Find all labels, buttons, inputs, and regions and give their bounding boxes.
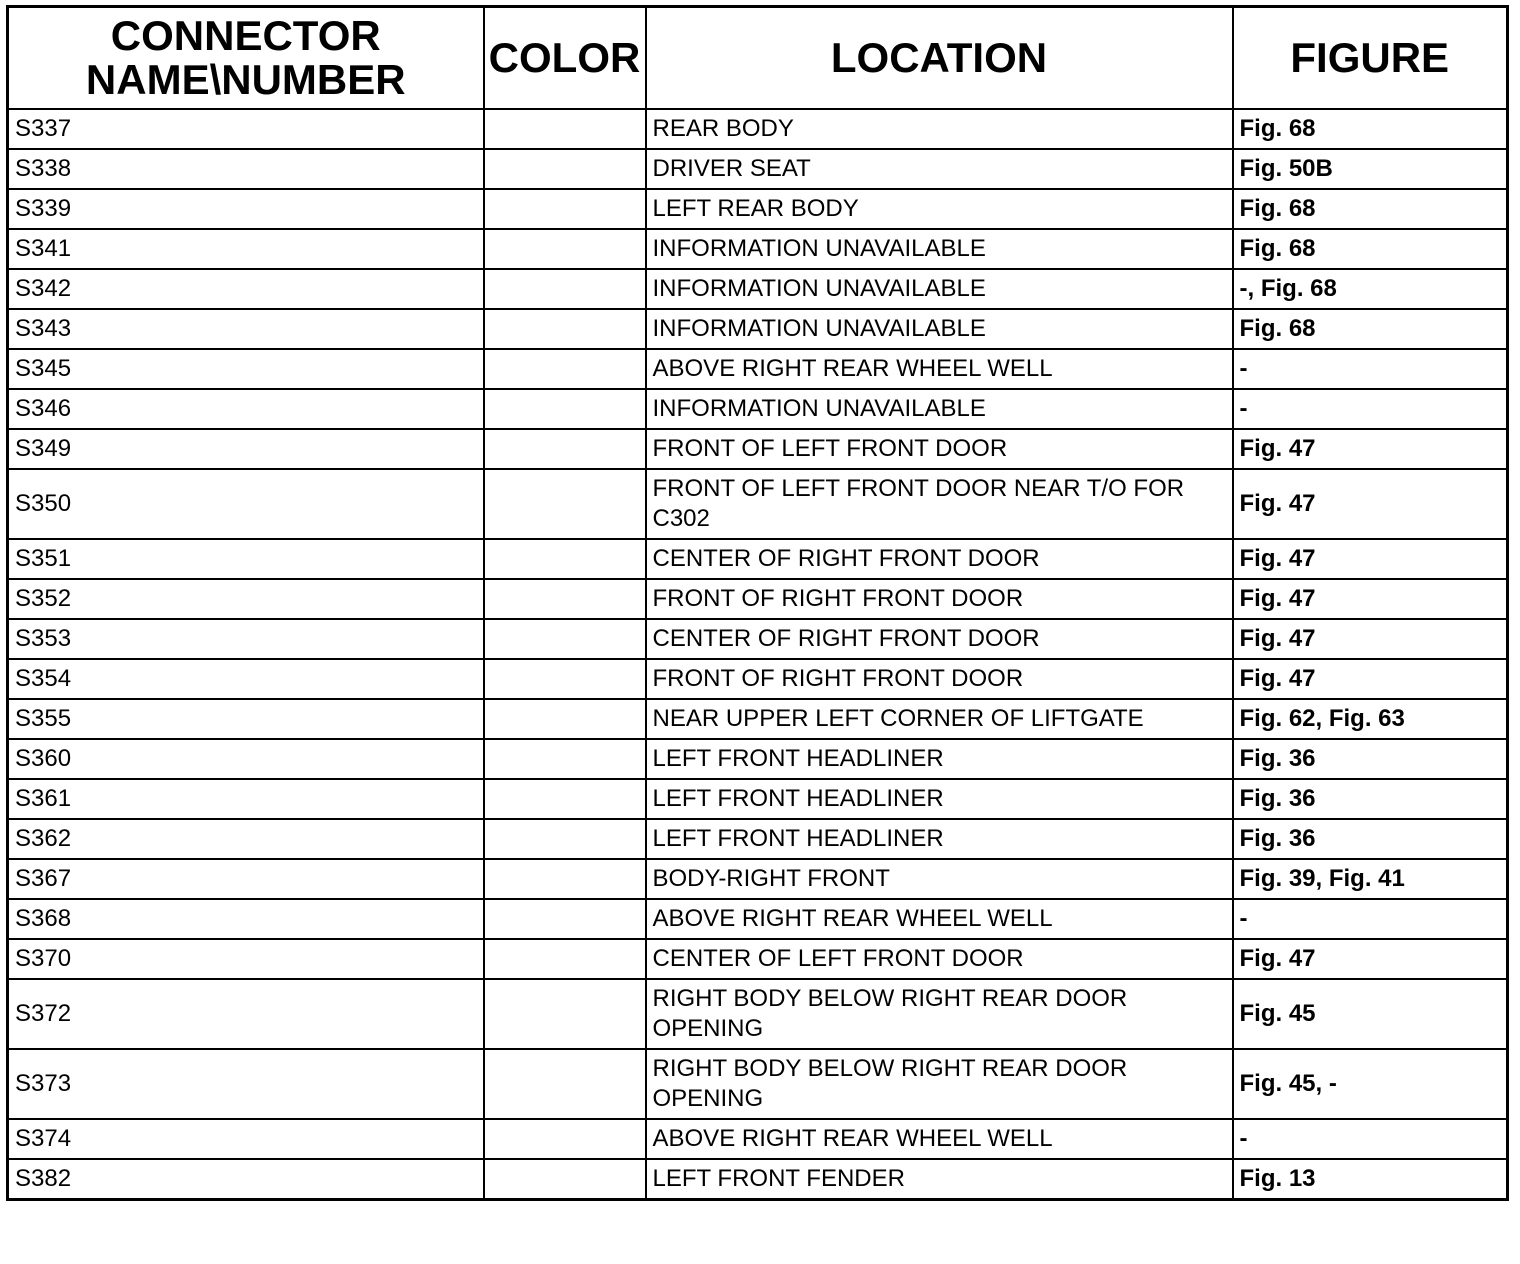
connector-cell: S349 (8, 429, 484, 469)
figure-cell: Fig. 36 (1233, 779, 1508, 819)
figure-cell: Fig. 47 (1233, 619, 1508, 659)
location-cell: LEFT FRONT HEADLINER (646, 819, 1233, 859)
header-color: COLOR (484, 7, 646, 110)
connector-cell: S362 (8, 819, 484, 859)
color-cell (484, 469, 646, 539)
color-cell (484, 819, 646, 859)
connector-cell: S354 (8, 659, 484, 699)
header-location: LOCATION (646, 7, 1233, 110)
location-cell: LEFT REAR BODY (646, 189, 1233, 229)
table-row (8, 109, 1508, 149)
color-cell (484, 579, 646, 619)
figure-cell: Fig. 62, Fig. 63 (1233, 699, 1508, 739)
table-row (8, 939, 1508, 979)
location-cell: BODY-RIGHT FRONT (646, 859, 1233, 899)
color-cell (484, 189, 646, 229)
location-cell: INFORMATION UNAVAILABLE (646, 229, 1233, 269)
table-row (8, 149, 1508, 189)
location-cell: FRONT OF RIGHT FRONT DOOR (646, 659, 1233, 699)
figure-cell: - (1233, 389, 1508, 429)
location-cell: ABOVE RIGHT REAR WHEEL WELL (646, 899, 1233, 939)
location-cell: CENTER OF RIGHT FRONT DOOR (646, 619, 1233, 659)
connector-cell: S361 (8, 779, 484, 819)
figure-cell: - (1233, 899, 1508, 939)
figure-cell: Fig. 47 (1233, 659, 1508, 699)
table-row (8, 469, 1508, 539)
location-cell: RIGHT BODY BELOW RIGHT REAR DOOR OPENING (646, 1049, 1233, 1119)
table-row (8, 1049, 1508, 1119)
table-row (8, 899, 1508, 939)
connector-location-table (6, 5, 1509, 1201)
location-cell: RIGHT BODY BELOW RIGHT REAR DOOR OPENING (646, 979, 1233, 1049)
header-connector (8, 7, 484, 110)
figure-cell: -, Fig. 68 (1233, 269, 1508, 309)
color-cell (484, 699, 646, 739)
color-cell (484, 269, 646, 309)
color-cell (484, 899, 646, 939)
table-row (8, 699, 1508, 739)
table-row (8, 579, 1508, 619)
figure-cell: Fig. 50B (1233, 149, 1508, 189)
location-cell: INFORMATION UNAVAILABLE (646, 389, 1233, 429)
color-cell (484, 739, 646, 779)
connector-cell: S346 (8, 389, 484, 429)
color-cell (484, 1119, 646, 1159)
connector-cell: S374 (8, 1119, 484, 1159)
table-row (8, 859, 1508, 899)
figure-cell: Fig. 39, Fig. 41 (1233, 859, 1508, 899)
color-cell (484, 939, 646, 979)
table-row (8, 739, 1508, 779)
color-cell (484, 429, 646, 469)
connector-cell: S337 (8, 109, 484, 149)
table-row (8, 1119, 1508, 1159)
location-cell: FRONT OF RIGHT FRONT DOOR (646, 579, 1233, 619)
table-row (8, 229, 1508, 269)
connector-cell: S370 (8, 939, 484, 979)
connector-cell: S367 (8, 859, 484, 899)
table-row (8, 819, 1508, 859)
table-row (8, 389, 1508, 429)
connector-cell: S372 (8, 979, 484, 1049)
header-row (8, 7, 1508, 110)
connector-cell: S350 (8, 469, 484, 539)
table-header (8, 7, 1508, 110)
location-cell: INFORMATION UNAVAILABLE (646, 309, 1233, 349)
color-cell (484, 859, 646, 899)
header-connector-line1: CONNECTOR (110, 12, 381, 59)
table-row (8, 539, 1508, 579)
location-cell: REAR BODY (646, 109, 1233, 149)
color-cell (484, 619, 646, 659)
color-cell (484, 539, 646, 579)
color-cell (484, 229, 646, 269)
table-row (8, 309, 1508, 349)
color-cell (484, 1049, 646, 1119)
color-cell (484, 779, 646, 819)
location-cell: DRIVER SEAT (646, 149, 1233, 189)
table-row (8, 979, 1508, 1049)
figure-cell: Fig. 68 (1233, 109, 1508, 149)
table-row (8, 659, 1508, 699)
table-row (8, 189, 1508, 229)
table-row (8, 1159, 1508, 1200)
table-row (8, 779, 1508, 819)
connector-cell: S355 (8, 699, 484, 739)
color-cell (484, 109, 646, 149)
location-cell: ABOVE RIGHT REAR WHEEL WELL (646, 349, 1233, 389)
figure-cell: Fig. 47 (1233, 469, 1508, 539)
connector-cell: S338 (8, 149, 484, 189)
location-cell: LEFT FRONT HEADLINER (646, 779, 1233, 819)
connector-cell: S341 (8, 229, 484, 269)
connector-cell: S343 (8, 309, 484, 349)
figure-cell: Fig. 36 (1233, 739, 1508, 779)
connector-cell: S382 (8, 1159, 484, 1200)
table-row (8, 269, 1508, 309)
figure-cell: - (1233, 349, 1508, 389)
location-cell: NEAR UPPER LEFT CORNER OF LIFTGATE (646, 699, 1233, 739)
connector-cell: S351 (8, 539, 484, 579)
color-cell (484, 349, 646, 389)
location-cell: FRONT OF LEFT FRONT DOOR (646, 429, 1233, 469)
connector-cell: S339 (8, 189, 484, 229)
connector-cell: S345 (8, 349, 484, 389)
connector-cell: S352 (8, 579, 484, 619)
figure-cell: Fig. 68 (1233, 309, 1508, 349)
figure-cell: Fig. 47 (1233, 939, 1508, 979)
figure-cell: Fig. 47 (1233, 539, 1508, 579)
color-cell (484, 389, 646, 429)
figure-cell: Fig. 45 (1233, 979, 1508, 1049)
table-body (8, 109, 1508, 1200)
figure-cell: Fig. 68 (1233, 229, 1508, 269)
color-cell (484, 659, 646, 699)
header-connector-line2: NAME\NUMBER (85, 56, 406, 103)
figure-cell: - (1233, 1119, 1508, 1159)
figure-cell: Fig. 68 (1233, 189, 1508, 229)
location-cell: FRONT OF LEFT FRONT DOOR NEAR T/O FOR C302 (646, 469, 1233, 539)
connector-cell: S368 (8, 899, 484, 939)
table-row (8, 349, 1508, 389)
location-cell: ABOVE RIGHT REAR WHEEL WELL (646, 1119, 1233, 1159)
figure-cell: Fig. 36 (1233, 819, 1508, 859)
color-cell (484, 309, 646, 349)
connector-cell: S360 (8, 739, 484, 779)
color-cell (484, 1159, 646, 1200)
table-row (8, 619, 1508, 659)
location-cell: LEFT FRONT HEADLINER (646, 739, 1233, 779)
table-row (8, 429, 1508, 469)
color-cell (484, 979, 646, 1049)
figure-cell: Fig. 45, - (1233, 1049, 1508, 1119)
color-cell (484, 149, 646, 189)
location-cell: CENTER OF LEFT FRONT DOOR (646, 939, 1233, 979)
figure-cell: Fig. 47 (1233, 579, 1508, 619)
location-cell: CENTER OF RIGHT FRONT DOOR (646, 539, 1233, 579)
connector-cell: S353 (8, 619, 484, 659)
location-cell: LEFT FRONT FENDER (646, 1159, 1233, 1200)
location-cell: INFORMATION UNAVAILABLE (646, 269, 1233, 309)
header-figure: FIGURE (1233, 7, 1508, 110)
figure-cell: Fig. 13 (1233, 1159, 1508, 1200)
connector-cell: S342 (8, 269, 484, 309)
figure-cell: Fig. 47 (1233, 429, 1508, 469)
connector-cell: S373 (8, 1049, 484, 1119)
